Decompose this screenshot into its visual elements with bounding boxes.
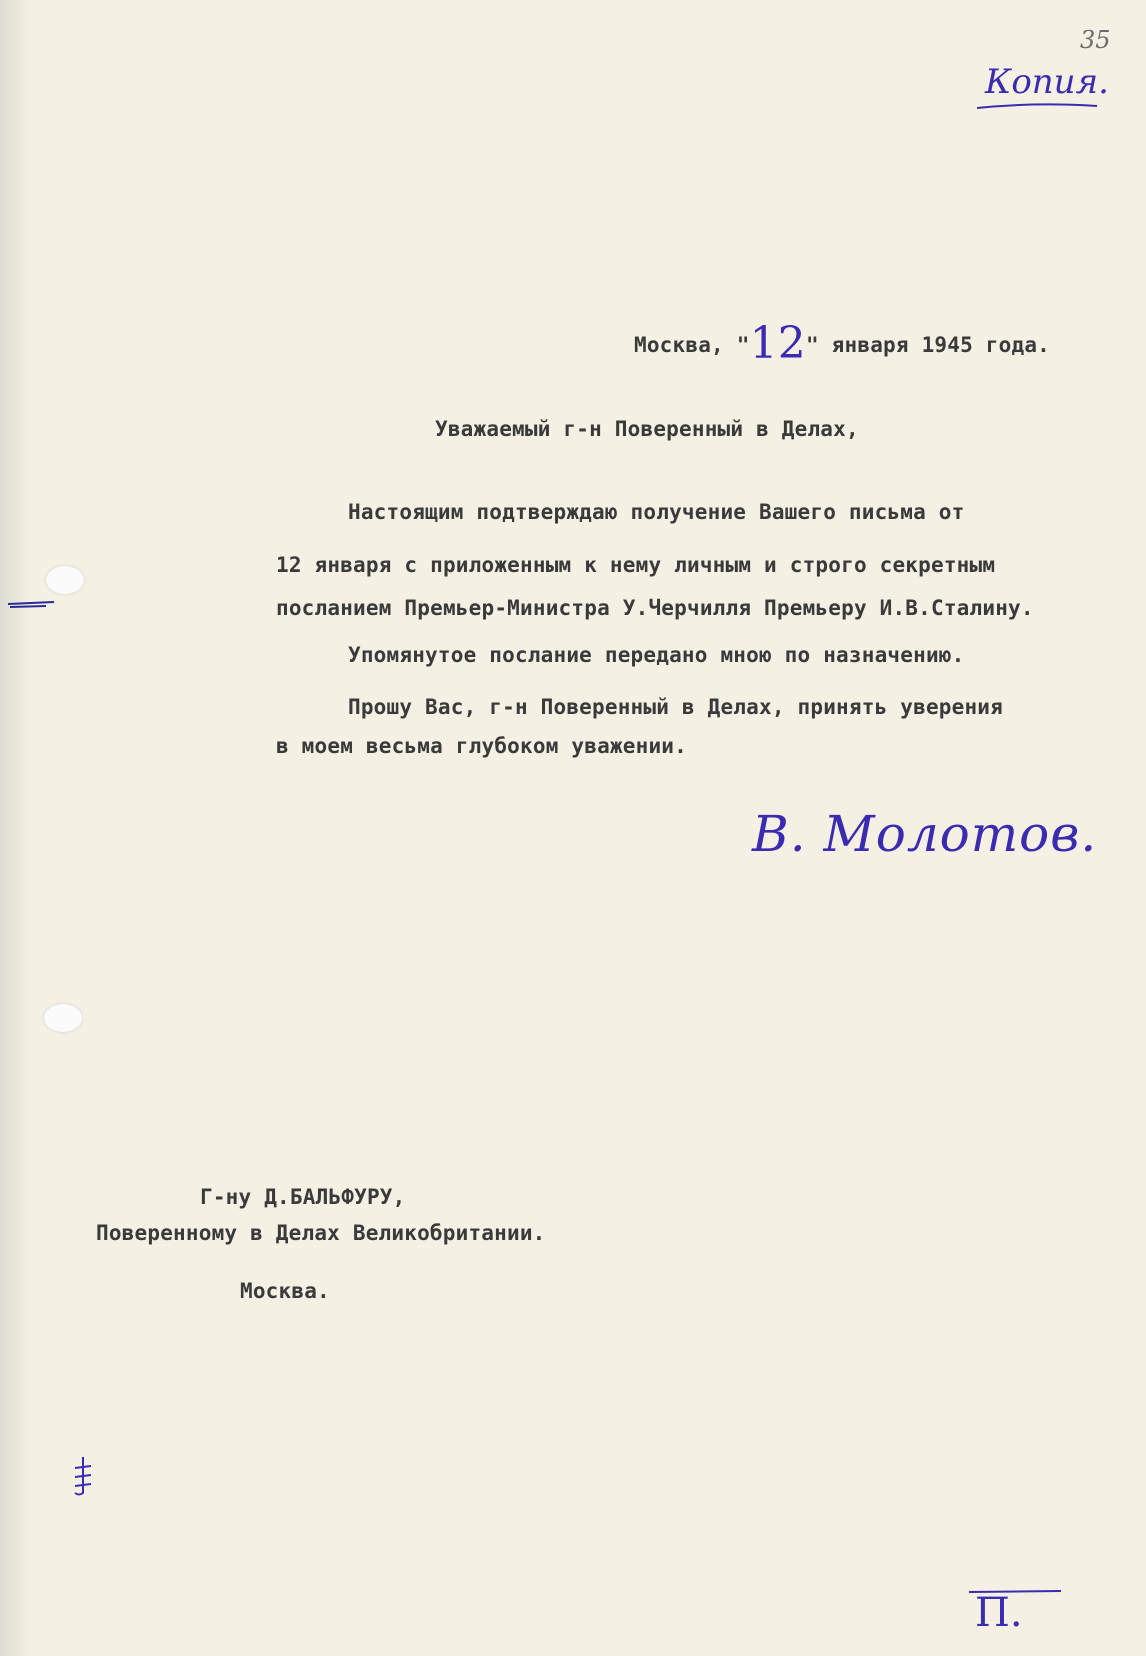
addressee-city: Москва. xyxy=(240,1279,330,1303)
punch-hole-lower xyxy=(44,1004,82,1032)
salutation: Уважаемый г-н Поверенный в Делах, xyxy=(435,417,859,441)
body-line-1: Настоящим подтверждаю получение Вашего письма от xyxy=(348,500,965,524)
page-edge xyxy=(0,0,28,1656)
body-line-6: в моем весьма глубоком уважении. xyxy=(276,734,687,758)
date-prefix: Москва, " xyxy=(634,333,750,357)
body-line-2: 12 января с приложенным к нему личным и строго секретным xyxy=(276,553,996,577)
bottom-handwritten-mark: П. xyxy=(975,1590,1023,1636)
date-line xyxy=(634,312,1051,369)
addressee-title: Поверенному в Делах Великобритании. xyxy=(96,1221,546,1245)
date-suffix: " января 1945 года. xyxy=(805,333,1051,357)
punch-hole-upper xyxy=(46,566,84,594)
body-line-3: посланием Премьер-Министра У.Черчилля Премьеру И.В.Сталину. xyxy=(276,596,1034,620)
signature: В. Молотов. xyxy=(752,805,1098,863)
margin-mark-icon xyxy=(70,1455,96,1497)
copy-underline xyxy=(975,100,1100,112)
archive-page-number: 35 xyxy=(1080,26,1111,54)
addressee-name: Г-ну Д.БАЛЬФУРУ, xyxy=(200,1185,406,1209)
margin-dash-mark xyxy=(6,598,56,610)
date-day-handwritten: 12 xyxy=(749,318,806,369)
body-line-5: Прошу Вас, г-н Поверенный в Делах, принять уверения xyxy=(348,695,1003,719)
copy-annotation: Копия. xyxy=(985,62,1109,102)
body-line-4: Упомянутое послание передано мною по назначению. xyxy=(348,643,965,667)
bottom-mark-overline xyxy=(965,1588,1065,1596)
